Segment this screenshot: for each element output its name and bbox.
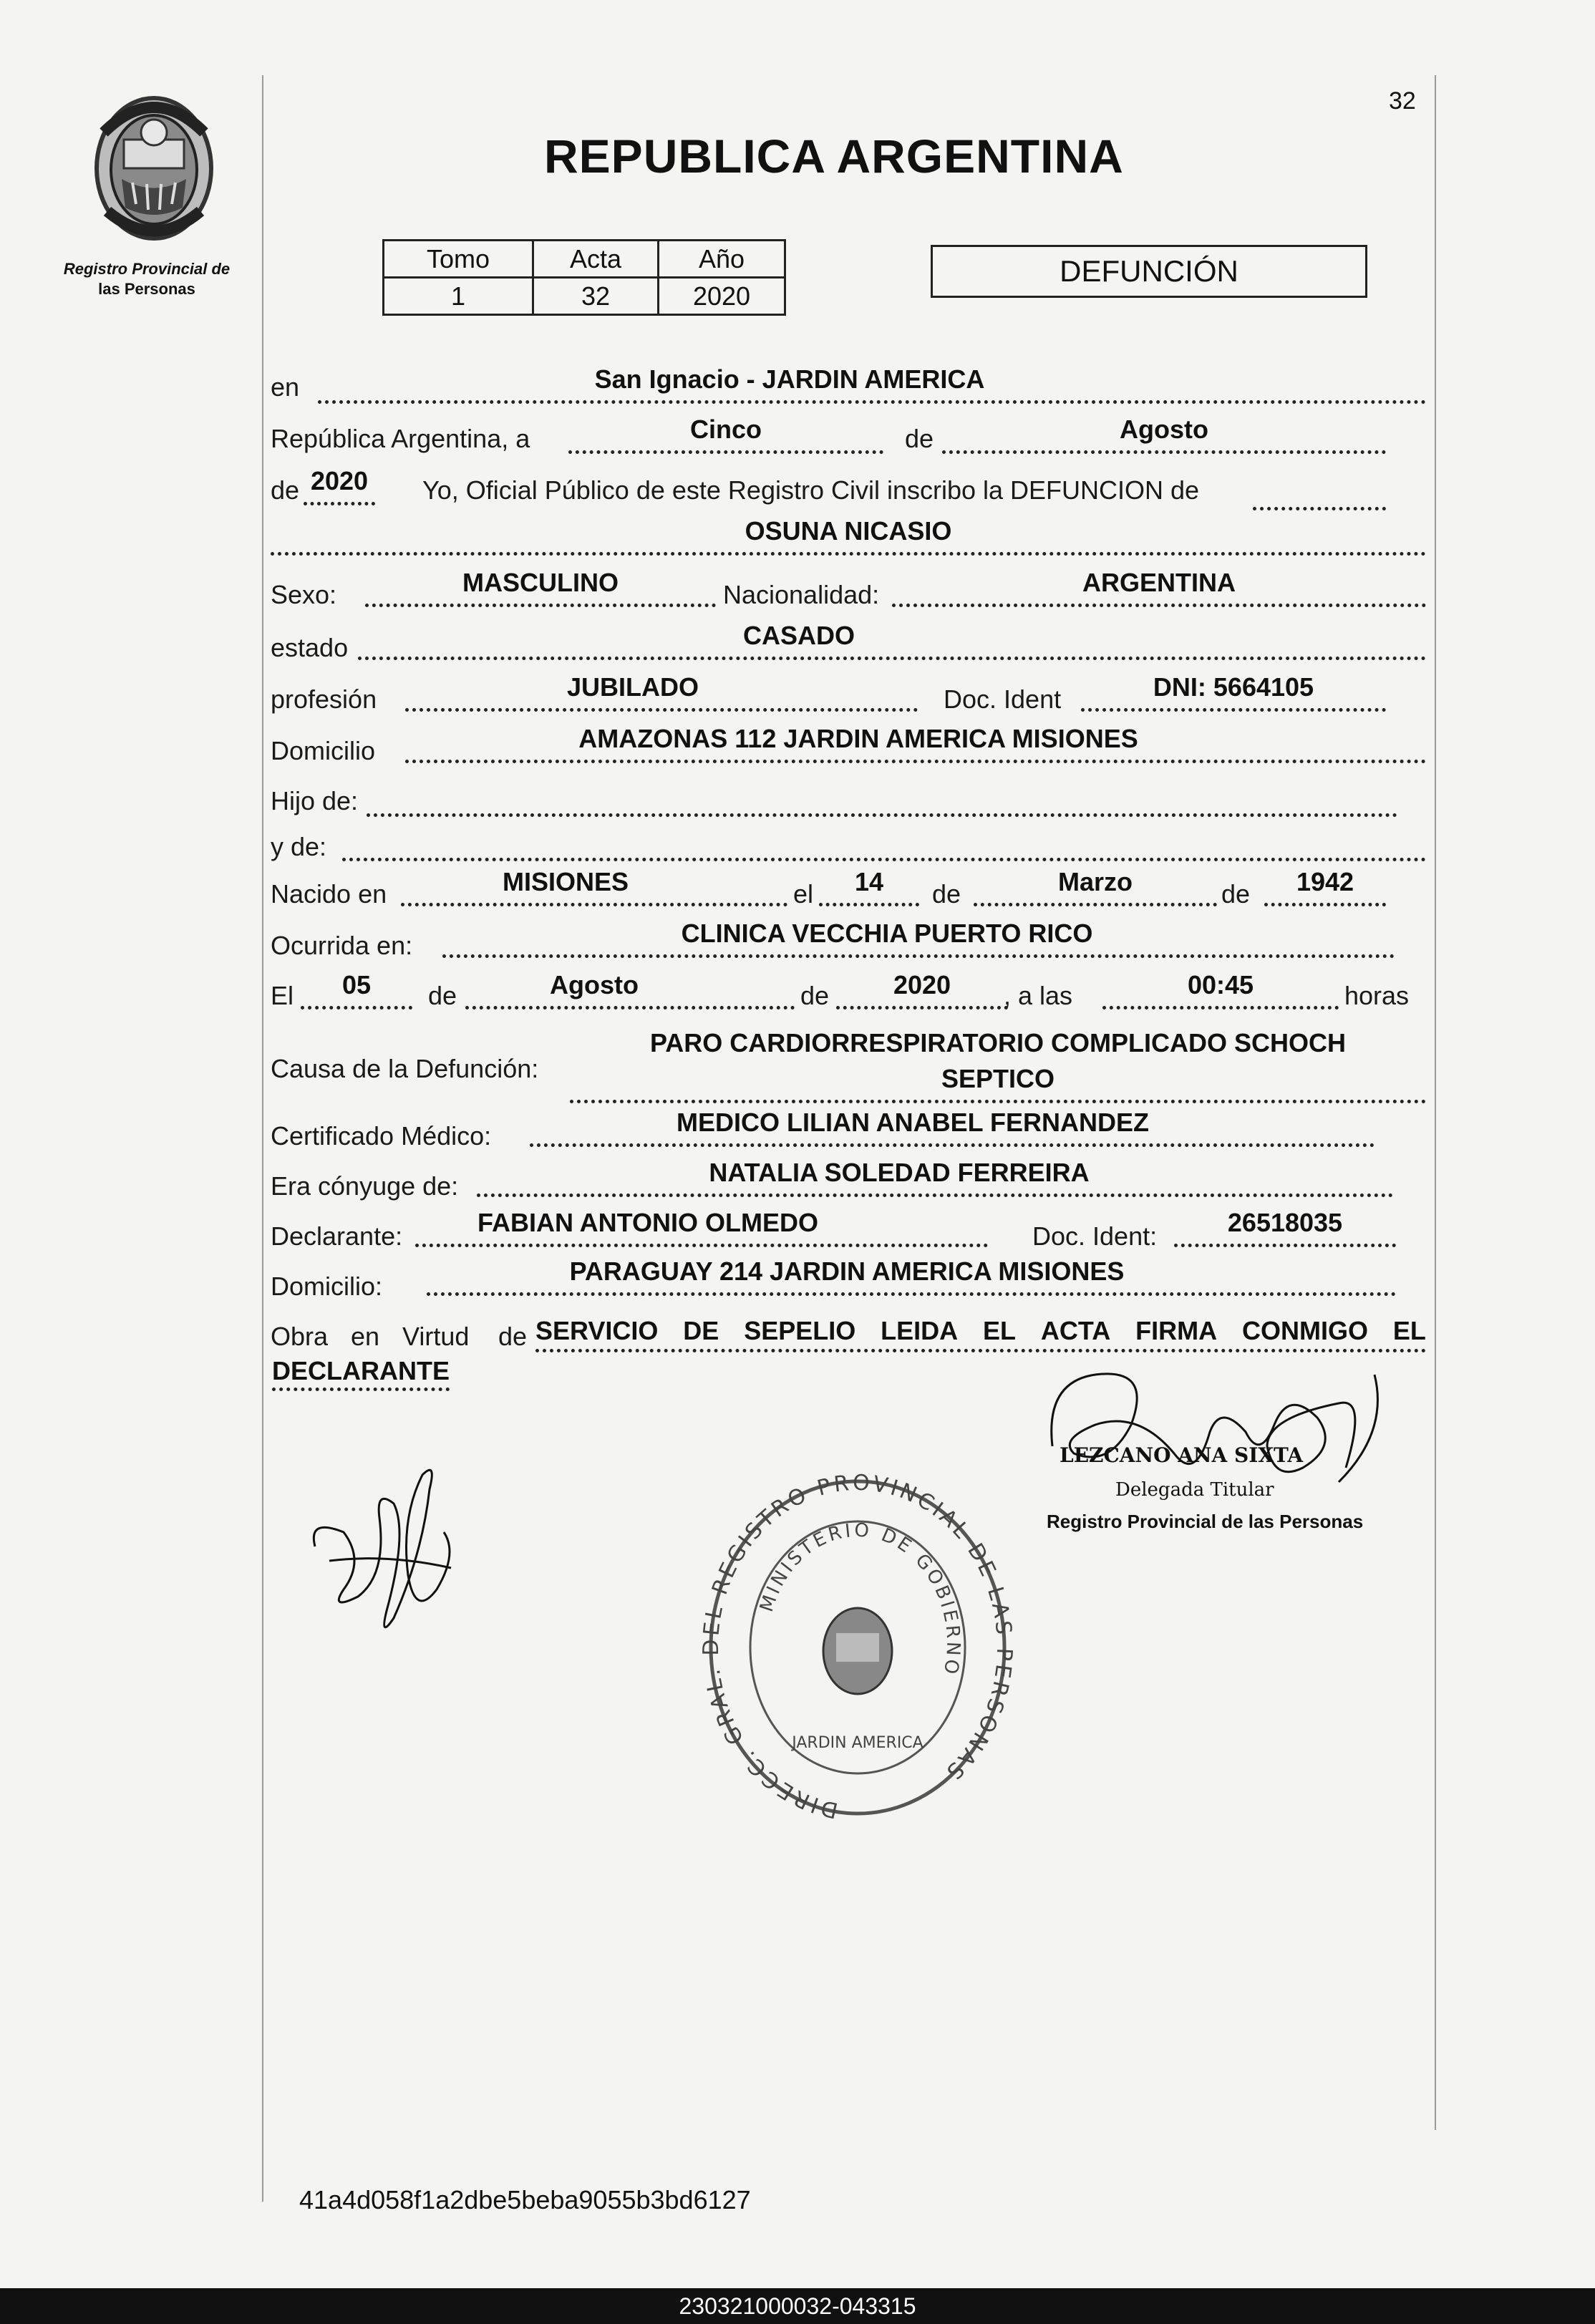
value-birth-place: MISIONES <box>502 867 629 896</box>
official-name: LEZCANO ANA SIXTA <box>1060 1443 1304 1467</box>
label-nacido-en: Nacido en <box>271 879 387 909</box>
label-profesion: profesión <box>271 684 377 714</box>
registry-line-2: las Personas <box>98 280 195 298</box>
field-death-time <box>1102 970 1339 1010</box>
value-year: 2020 <box>310 466 369 495</box>
label-sexo: Sexo: <box>271 580 337 609</box>
field-place <box>318 364 1426 404</box>
value-declarant-doc: 26518035 <box>1227 1208 1343 1237</box>
label-de-2: de <box>271 475 300 505</box>
table-value-tomo: 1 <box>384 278 533 315</box>
field-spouse <box>477 1158 1393 1197</box>
document-hash: 41a4d058f1a2dbe5beba9055b3bd6127 <box>299 2185 751 2214</box>
obra-word: EL <box>1392 1316 1426 1345</box>
table-header-anio: Año <box>659 241 785 278</box>
value-birth-day: 14 <box>854 867 884 896</box>
document-type-box <box>931 245 1367 298</box>
table-header-tomo: Tomo <box>384 241 533 278</box>
label-a-las: , a las <box>1004 981 1073 1010</box>
label-el-cap: El <box>271 981 294 1010</box>
table-value-anio: 2020 <box>659 278 785 315</box>
official-office: Registro Provincial de las Personas <box>1047 1511 1364 1532</box>
label-de-1: de <box>905 424 934 453</box>
field-death-year <box>836 970 1008 1010</box>
field-address <box>405 724 1426 763</box>
dotline-y-de <box>342 858 1426 861</box>
dotline-hijo-de <box>367 813 1397 817</box>
value-death-month: Agosto <box>550 970 639 999</box>
label-conyuge: Era cónyuge de: <box>271 1171 459 1201</box>
value-death-year: 2020 <box>893 970 951 999</box>
value-nationality: ARGENTINA <box>1082 568 1236 597</box>
obra-word: EL <box>983 1316 1017 1345</box>
label-el: el <box>793 879 814 909</box>
obra-word: LEIDA <box>881 1316 959 1345</box>
value-declarant: FABIAN ANTONIO OLMEDO <box>477 1208 818 1237</box>
field-death-place <box>442 919 1395 958</box>
field-sex <box>365 568 716 607</box>
seal-inner-text: MINISTERIO DE GOBIERNO <box>755 1519 964 1679</box>
field-civil-status <box>358 621 1426 660</box>
field-profession <box>405 672 918 712</box>
field-day-word <box>568 415 883 454</box>
field-birth-place <box>401 867 787 906</box>
label-de-3: de <box>932 879 961 909</box>
field-birth-month <box>974 867 1217 906</box>
value-sex: MASCULINO <box>462 568 619 597</box>
label-nacionalidad: Nacionalidad: <box>723 580 880 609</box>
declarant-signature <box>301 1446 472 1661</box>
page-number: 32 <box>1389 87 1416 115</box>
footer-barcode-bar <box>0 2288 1595 2324</box>
value-month: Agosto <box>1120 415 1208 444</box>
label-de-7: de <box>498 1322 528 1351</box>
label-estado: estado <box>271 633 349 662</box>
value-death-day: 05 <box>341 970 372 999</box>
table-header-acta: Acta <box>533 241 659 278</box>
dotline-intro <box>1253 507 1386 510</box>
label-obra: Obra <box>271 1322 329 1351</box>
field-declarant-doc <box>1174 1208 1396 1247</box>
field-dni <box>1081 672 1386 712</box>
value-place: San Ignacio - JARDIN AMERICA <box>594 364 985 394</box>
seal-outer-text: DIRECC. GRAL. DEL REGISTRO PROVINCIAL DE LAS PERSONAS <box>700 1472 1015 1823</box>
value-spouse: NATALIA SOLEDAD FERREIRA <box>709 1158 1090 1187</box>
field-birth-year <box>1264 867 1386 906</box>
value-civil-status: CASADO <box>742 621 855 650</box>
field-doctor <box>530 1108 1375 1147</box>
label-doc-ident-2: Doc. Ident: <box>1032 1221 1158 1251</box>
label-y-de: y de: <box>271 832 327 861</box>
value-cause-line-1: PARO CARDIORRESPIRATORIO COMPLICADO SCHOCH <box>649 1028 1347 1057</box>
value-birth-month: Marzo <box>1057 867 1133 896</box>
obra-word: CONMIGO <box>1242 1316 1368 1345</box>
obra-word: FIRMA <box>1135 1316 1218 1345</box>
value-deceased-name: OSUNA NICASIO <box>745 516 952 546</box>
label-intro: Yo, Oficial Público de este Registro Civil inscribo la DEFUNCION de <box>422 475 1200 505</box>
obra-word: DE <box>683 1316 719 1345</box>
value-day-word: Cinco <box>689 415 762 444</box>
value-death-time: 00:45 <box>1187 970 1254 999</box>
dotline-cause <box>570 1100 1426 1103</box>
obra-text-line-2: DECLARANTE <box>272 1356 450 1391</box>
label-domicilio: Domicilio <box>271 736 376 765</box>
obra-word: ACTA <box>1040 1316 1111 1345</box>
label-domicilio-2: Domicilio: <box>271 1272 383 1301</box>
value-dni: DNI: 5664105 <box>1153 672 1314 702</box>
label-de-6: de <box>800 981 830 1010</box>
value-address: AMAZONAS 112 JARDIN AMERICA MISIONES <box>578 724 1138 753</box>
footer-code: 230321000032-043315 <box>679 2293 916 2319</box>
book-table <box>382 239 786 316</box>
label-de-5: de <box>428 981 457 1010</box>
province-logo <box>82 89 226 247</box>
label-virtud: Virtud <box>402 1322 470 1351</box>
value-profession: JUBILADO <box>566 672 699 702</box>
value-death-place: CLINICA VECCHIA PUERTO RICO <box>681 919 1093 948</box>
document-title: REPUBLICA ARGENTINA <box>544 130 1124 183</box>
field-month <box>942 415 1386 454</box>
document-type: DEFUNCIÓN <box>1060 254 1238 288</box>
field-declarant-address <box>427 1257 1396 1296</box>
field-declarant <box>415 1208 988 1247</box>
label-republica: República Argentina, a <box>271 424 530 453</box>
right-margin-line <box>1435 75 1436 2130</box>
seal-bottom-text: JARDIN AMERICA <box>792 1734 923 1752</box>
value-declarant-address: PARAGUAY 214 JARDIN AMERICA MISIONES <box>569 1257 1125 1286</box>
label-certificado: Certificado Médico: <box>271 1121 492 1151</box>
label-horas: horas <box>1344 981 1410 1010</box>
value-doctor: MEDICO LILIAN ANABEL FERNANDEZ <box>677 1108 1149 1137</box>
registry-line-1: Registro Provincial de <box>63 260 231 278</box>
field-year <box>304 466 375 505</box>
label-causa: Causa de la Defunción: <box>271 1054 539 1083</box>
field-death-month <box>465 970 795 1010</box>
obra-word: SERVICIO <box>535 1316 659 1345</box>
obra-text-line-1 <box>535 1316 1426 1352</box>
table-value-acta: 32 <box>533 278 659 315</box>
label-de-4: de <box>1221 879 1251 909</box>
label-doc-ident: Doc. Ident <box>944 684 1062 714</box>
label-declarante: Declarante: <box>271 1221 403 1251</box>
label-hijo-de: Hijo de: <box>271 786 359 815</box>
value-cause-line-2: SEPTICO <box>941 1064 1055 1093</box>
field-nationality <box>892 568 1426 607</box>
official-seal <box>700 1472 1015 1823</box>
field-birth-day <box>819 867 919 906</box>
registry-caption <box>43 259 251 299</box>
label-en: en <box>271 372 300 402</box>
field-deceased-name <box>271 516 1426 556</box>
obra-word: SEPELIO <box>744 1316 856 1345</box>
value-birth-year: 1942 <box>1296 867 1354 896</box>
official-role: Delegada Titular <box>1115 1479 1274 1501</box>
label-ocurrida-en: Ocurrida en: <box>271 931 413 960</box>
label-obra-en: en <box>351 1322 380 1351</box>
